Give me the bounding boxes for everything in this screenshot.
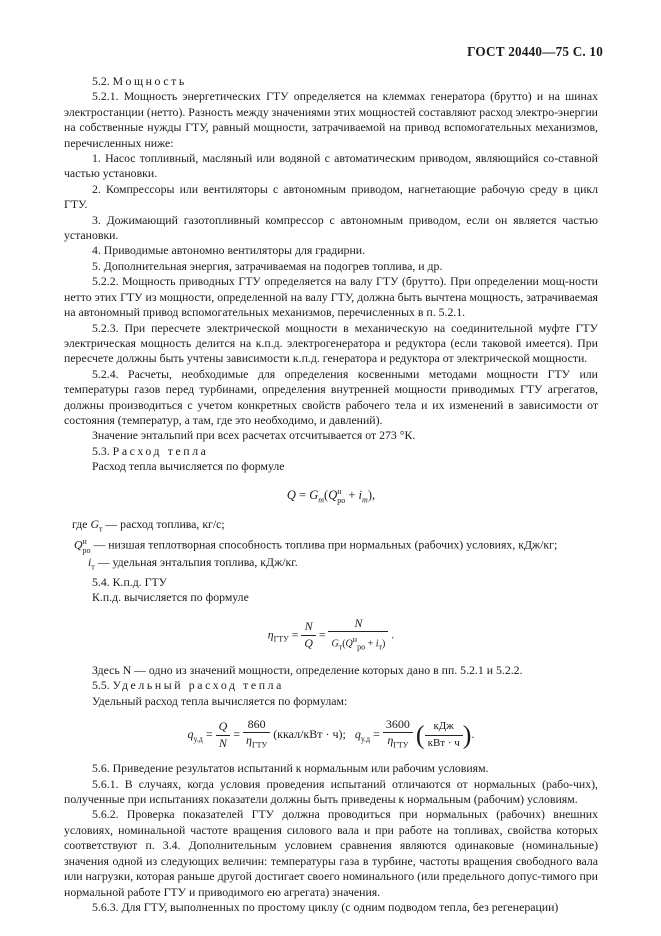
page-body [64,74,598,915]
section-5-3-title: 5.3. Расход тепла [92,443,209,458]
notation-Q: Q н ро — низшая теплотворная способность топлива при нормальных (рабочих) условиях, кДж/кг; [74,537,558,556]
para-5-2-4: 5.2.4. Расчеты, необходимые для определения косвенными методами мощности ГТУ или температуры газов перед турбинами, определения внутренней мощности приводимых ГТУ агрегатов, должны производиться с учетом конкретных свойств рабочего тела и их изменений в зависимости от состояния (температур, а там, где это необходимо, и давлений). [64,366,598,427]
list-item-5: 5. Дополнительная энергия, затрачиваемая на подогрев топлива, и др. [92,258,443,273]
list-item-2: 2. Компрессоры или вентиляторы с автономным приводом, нагнетающие рабочую среду в цикл ГТУ. [64,181,598,212]
para-5-2-3: 5.2.3. При пересчете электрической мощности в механическую на соединительной муфте ГТУ электрическая мощность делится на к.п.д. электрогенератора и редуктора (если таковой имеется). При пересчете должны быть учтены зависимости к.п.д. генератора и редуктора от электрической мощности. [64,320,598,366]
para-5-2-4-enthalpy: Значение энтальпий при всех расчетах отсчитывается от 273 °К. [92,428,416,443]
para-5-2-1: 5.2.1. Мощность энергетических ГТУ определяется на клеммах генератора (брутто) и на шинах электростанции (нетто). Разность между значениями этих мощностей составляют расход электро-энергии на собственные нужды ГТУ, равный мощности, затрачиваемой на привод вспомогательных механизмов, перечисленных ниже: [64,89,598,150]
para-5-5: Удельный расход тепла вычисляется по формулам: [92,693,348,708]
list-item-1: 1. Насос топливный, масляный или водяной с автоматическим приводом, являющийся со-ставной частью установки. [64,151,598,181]
section-5-2-title: 5.2. Мощность [92,74,187,88]
section-5-4-title: 5.4. К.п.д. ГТУ [92,574,168,589]
notation-i: $i_т$ — удельная энтальпия топлива, кДж/кг. [88,555,298,572]
list-item-3: 3. Дожимающий газотопливный компрессор с автономным приводом, если он является частью установки. [64,212,598,243]
page-header: ГОСТ 20440—75 С. 10 [467,44,603,59]
section-5-5-title: 5.5. Удельный расход тепла [92,678,284,693]
para-5-6: 5.6. Приведение результатов испытаний к нормальным или рабочим условиям. [92,761,489,776]
para-5-6-2: 5.6.2. Проверка показателей ГТУ должна проводиться при нормальных (рабочих) внешних условиях, номинальной частоте вращения силового вала и при работе на топливах, свойства которых соответствуют п. 3.4. Дополнительным условием сравнения являются одинаковые (номинальные) значения одной из следующих величин: температуры газа в турбине, частоты вращения свободного вала или нагрузки, которая раньше другой достигает своего номинального (или предельного допус-тимого при нормальной работе ГТУ и приводимого ею агрегата) значения. [64,807,598,899]
formula-efficiency: $\eta_{ГТУ}$ = $\frac{N}{Q}$ = $\frac{N}{G_т(Q^н_{ро} + i_т)}$ . [267,615,395,652]
para-5-2-2: 5.2.2. Мощность приводных ГТУ определяется на валу ГТУ (брутто). При определении мощ-ности нетто этих ГТУ из мощности, определенной на валу ГТУ, должна быть вычтена мощность, затрачиваемая на автономный привод вспомогательных механизмов, перечисленных в п. 5.2.1. [64,274,598,320]
para-5-4: К.п.д. вычисляется по формуле [92,590,249,605]
para-5-6-1: 5.6.1. В случаях, когда условия проведения испытаний отличаются от нормальных (рабо-чих), полученные при испытаниях показатели должны быть приведены к нормальным (рабочим) условиям. [64,776,598,807]
para-5-3: Расход тепла вычисляется по формуле [92,459,285,474]
list-item-4: 4. Приводимые автономно вентиляторы для градирни. [92,243,366,258]
notation-G: где $G_т$ — расход топлива, кг/с; [72,517,225,534]
formula-heat-consumption: $Q = G_т(Q$ н ро + $i_т$), [286,486,376,505]
formula-specific-heat: $q_{у.д}$ = $\frac{Q}{N}$ = $\frac{860}{\eta_{ГТУ}}$ (ккал/кВт · ч); $q_{у.д}$ = $\frac{3600}{\eta_{ГТУ}}$ ( $\frac{\text{кДж}}{\text{кВт · ч}}$ ). [187,717,475,750]
para-5-4-note: Здесь N — одно из значений мощности, определение которых дано в пп. 5.2.1 и 5.2.2. [92,662,523,677]
para-5-6-3: 5.6.3. Для ГТУ, выполненных по простому циклу (с одним подводом тепла, без регенерации) [92,899,559,914]
